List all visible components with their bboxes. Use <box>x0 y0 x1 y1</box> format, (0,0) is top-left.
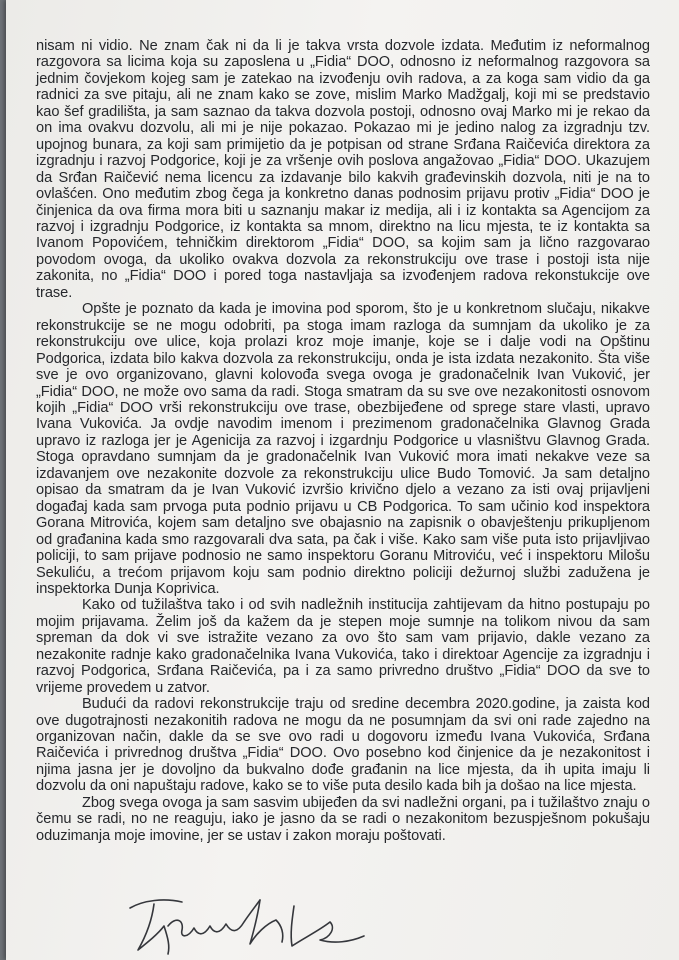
paragraph-5: Zbog svega ovoga ja sam sasvim ubijeđen da svi nadležni organi, pa i tužilaštvo znaju o čemu se radi, no ne reaguju, iako je jasno da se radi o nezakonitom bezuspješnom pokušaju oduzimanja moje imovine, jer se ustav i zakon moraju poštovati. <box>36 794 650 844</box>
paragraph-1: nisam ni vidio. Ne znam čak ni da li je takva vrsta dozvole izdata. Međutim iz neformalnog razgovora sa licima koja su zaposlena u „Fidia“ DOO, odnosno iz neformalnog razgovora sa jednim čovjekom kojeg sam je zatekao na izvođenju ovih radova, a za koga sam vidio da ga radnici za sve pitaju, ali ne znam kako se zove, mislim Marko Madžgalj, koji mi se predstavio kao šef gradilišta, ja sam saznao da takva dozvola postoji, odnosno ovaj Marko mi je rekao da on ima ovakvu dozvolu, ali mi je nije pokazao. Pokazao mi je jedino nalog za izgradnju tzv. upojnog bunara, za koji sam primijetio da je potpisan od strane Srđana Raičevića direktora za izgradnju i razvoj Podgorice, koji je za vršenje ovih poslova angažovao „Fidia“ DOO. Ukazujem da Srđan Raičević nema licencu za izdavanje bilo kakvih građevinskih dozvola, niti je na to ovlašćen. Ono međutim zbog čega ja konkretno danas podnosim prijavu protiv „Fidia“ DOO je činjenica da ova firma mora biti u saznanju makar iz medija, ali i iz kontakta sa Agencijom za razvoj i izgradnju Podgorice, iz kontakta sa mnom, direktno na licu mjesta, te iz kontakta sa Ivanom Popovićem, tehničkim direktorom „Fidia“ DOO, sa kojim sam ja lično razgovarao povodom ovoga, da ukoliko ovakva dozvola za rekonstrukciju ove trase i postoji ista nije zakonita, no „Fidia“ DOO i pored toga nastavljaja sa izvođenjem radova rekonstukcije ove trase. <box>36 38 650 301</box>
document-body <box>36 38 650 844</box>
paragraph-2: Opšte je poznato da kada je imovina pod sporom, što je u konkretnom slučaju, nikakve rekonstrukcije se ne mogu odobriti, pa stoga imam razloga da sumnjam da ukoliko je za rekonstrukciju ove ulice, koja prolazi kroz moje imanje, koje se i dalje vodi na Opštinu Podgorica, izdata bilo kakva dozvola za rekonstrukciju, onda je ista izdata nezakonito. Šta više sve je ovo organizovano, glavni kolovođa svega ovoga je gradonačelnik Ivan Vuković, jer „Fidia“ DOO, ne može ovo sama da radi. Stoga smatram da su sve ove nezakonitosti osnovom kojih „Fidia“ DOO vrši rekonstrukciju ove trase, obezbijeđene od sprege stare vlasti, upravo Ivana Vukovića. Ja ovdje navodim imenom i prezimenom gradonačelnika Glavnog Grada upravo iz razloga jer je Agenicija za razvoj i izgardnju Podgorice u vlasništvu Glavnog Grada. Stoga opravdano sumnjam da je gradonačelnik Ivan Vuković mora imati nekakve veze sa izdavanjem ove nezakonite dozvole za rekonstrukciju ulice Budo Tomović. Ja sam detaljno opisao da smatram da je Ivan Vuković izvršio krivično djelo a vezano za isti ovaj prijavljeni događaj kada sam prvoga puta podnio prijavu u CB Podgorica. To sam učinio kod inspektora Gorana Mitrovića, kojem sam detaljno sve obajasnio na zapisnik o obavještenju prikupljenom od građanina kada smo razgovarali dva sata, pa čak i više. Kako sam više puta isto prijavljivao policiji, to sam prijave podnosio ne samo inspektoru Goranu Mitroviću, već i inspektoru Milošu Sekuliću, a trećom prijavom koju sam podnio direktno policiji dežurnoj službi zadužena je inspektorka Dunja Koprivica. <box>36 301 650 597</box>
handwritten-signature <box>124 886 374 958</box>
document-page <box>6 0 679 960</box>
paragraph-3: Kako od tužilaštva tako i od svih nadležnih institucija zahtijevam da hitno postupaju po mojim prijavama. Želim još da kažem da je stepen moje sumnje na tolikom nivou da sam spreman da dok vi sve istražite vezano za ovo što sam vam prijavio, dakle vezano za nezakonite radnje kako gradonačelnika Ivana Vukovića, tako i direktoar Agencije za izgradnju i razvoj Podgorica, Srđana Raičevića, pa i za samo privredno društvo „Fidia“ DOO da sve to vrijeme provedem u zatvor. <box>36 597 650 696</box>
paragraph-4: Budući da radovi rekonstrukcije traju od sredine decembra 2020.godine, ja zaista kod ove dugotrajnosti nezakonitih radova ne mogu da ne posumnjam da svi oni rade zajedno na organizovan način, dakle da se sve ovo radi u dogovoru između Ivana Vukovića, Srđana Raičevića i privrednog društva „Fidia“ DOO. Ovo posebno kod činjenice da je nezakonitost i njima jasna jer je dovoljno da bukvalno dođe građanin na lice mjesta, da ih upita imaju li dozvolu da oni napuštaju radove, kako se to više puta desilo kada bih ja došao na lice mjesta. <box>36 696 650 795</box>
